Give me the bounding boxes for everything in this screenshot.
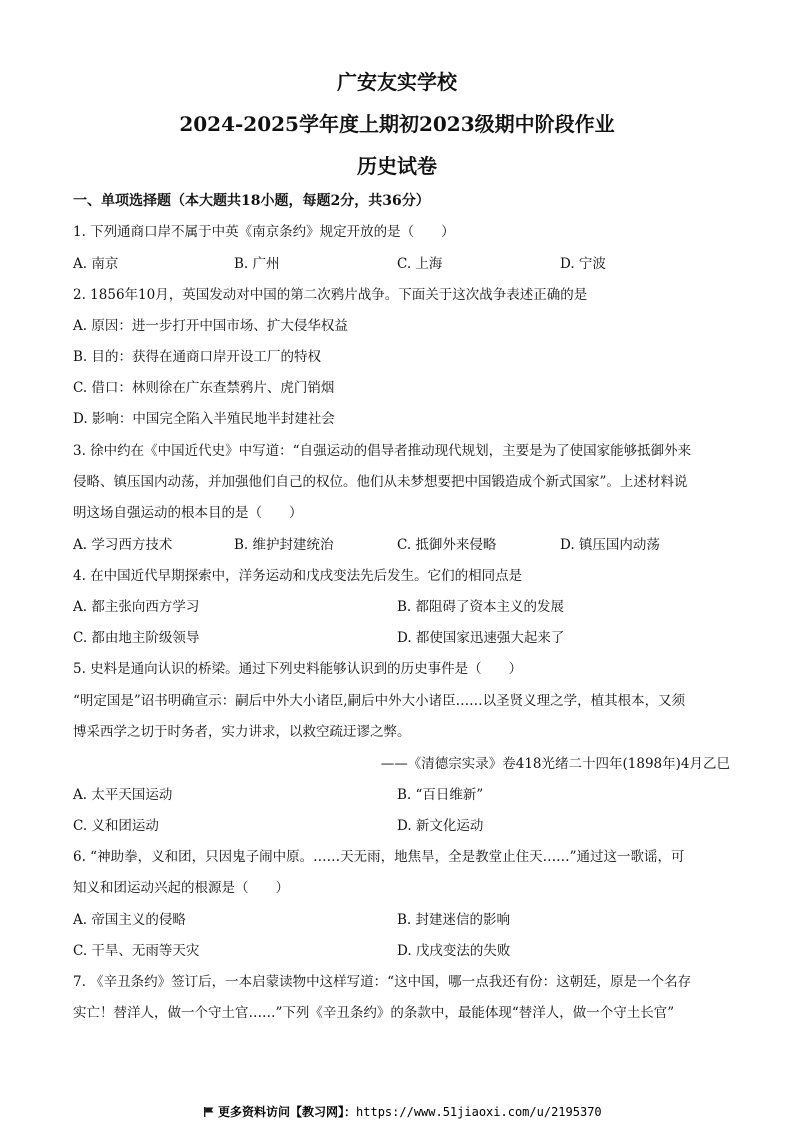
school-name: 广安友实学校	[337, 70, 457, 94]
footer-prefix: 更多资料访问【教习网】：	[218, 1105, 357, 1119]
question-4-stem: 4. 在中国近代早期探索中，洋务运动和戊戌变法先后发生。它们的相同点是	[73, 568, 523, 584]
question-3-stem-line-1: 3. 徐中约在《中国近代史》中写道：“自强运动的倡导者推动现代规划，主要是为了使国家能够抵御外来	[73, 443, 692, 459]
question-7-stem-line-2: 实亡！替洋人，做一个守土官……”下列《辛丑条约》的条款中，最能体现“替洋人，做一个守土长官”	[73, 1005, 675, 1021]
footer-url[interactable]: https://www.51jiaoxi.com/u/2195370	[356, 1105, 602, 1119]
q3-option-b: B. 维护封建统治	[234, 537, 334, 553]
subject-title: 历史试卷	[357, 154, 437, 178]
q2-option-a: A. 原因：进一步打开中国市场、扩大侵华权益	[73, 318, 348, 334]
flag-icon	[204, 1107, 214, 1117]
q3-option-a: A. 学习西方技术	[73, 537, 173, 553]
question-3-stem-line-3: 明这场自强运动的根本目的是（ ）	[73, 505, 303, 521]
q5-quote-line-1: “明定国是”诏书明确宣示：嗣后中外大小诸臣,嗣后中外大小诸臣……以圣贤义理之学，植其根本，又须	[73, 693, 686, 709]
question-1-stem: 1. 下列通商口岸不属于中英《南京条约》规定开放的是（ ）	[73, 224, 455, 240]
q5-option-a: A. 太平天国运动	[73, 787, 173, 803]
q1-option-d: D. 宁波	[560, 256, 606, 272]
q1-option-b: B. 广州	[234, 256, 280, 272]
question-7-stem-line-1: 7. 《辛丑条约》签订后，一本启蒙读物中这样写道：“这中国，哪一点我还有份：这朝廷，原是一个名存	[73, 974, 692, 990]
q4-option-a: A. 都主张向西方学习	[73, 599, 200, 615]
q1-option-a: A. 南京	[73, 256, 119, 272]
q4-option-d: D. 都使国家迅速强大起来了	[397, 630, 565, 646]
q5-option-b: B. “百日维新”	[397, 787, 484, 803]
q2-option-b: B. 目的：获得在通商口岸开设工厂的特权	[73, 349, 322, 365]
exam-title: 2024-2025学年度上期初2023级期中阶段作业	[179, 112, 615, 136]
q2-option-c: C. 借口：林则徐在广东查禁鸦片、虎门销烟	[73, 380, 335, 396]
q6-option-b: B. 封建迷信的影响	[397, 912, 511, 928]
q6-option-c: C. 干旱、无雨等天灾	[73, 943, 200, 959]
q6-option-a: A. 帝国主义的侵略	[73, 912, 186, 928]
q2-option-d: D. 影响：中国完全陷入半殖民地半封建社会	[73, 411, 335, 427]
q1-option-c: C. 上海	[397, 256, 443, 272]
q5-option-c: C. 义和团运动	[73, 818, 159, 834]
q4-option-c: C. 都由地主阶级领导	[73, 630, 200, 646]
q3-option-d: D. 镇压国内动荡	[560, 537, 660, 553]
section-heading: 一、单项选择题（本大题共18小题，每题2分，共36分）	[73, 193, 430, 209]
footer-link[interactable]	[204, 1104, 602, 1120]
q5-quote-line-2: 博采西学之切于时务者，实力讲求，以救空疏迂谬之弊。	[73, 724, 411, 740]
question-3-stem-line-2: 侵略、镇压国内动荡，并加强他们自己的权位。他们从未梦想要把中国锻造成个新式国家”。上述材料说	[73, 474, 688, 490]
q4-option-b: B. 都阻碍了资本主义的发展	[397, 599, 565, 615]
q3-option-c: C. 抵御外来侵略	[397, 537, 497, 553]
question-6-stem-line-1: 6. “神助拳，义和团，只因鬼子闹中原。……天无雨，地焦旱，全是教堂止住天……”通过这一歌谣，可	[73, 849, 685, 865]
question-6-stem-line-2: 知义和团运动兴起的根源是（ ）	[73, 880, 289, 896]
q5-quote-source: ——《清德宗实录》卷418光绪二十四年(1898年)4月乙巳	[380, 756, 730, 772]
question-2-stem: 2. 1856年10月，英国发动对中国的第二次鸦片战争。下面关于这次战争表述正确的是	[73, 287, 588, 303]
question-5-stem: 5. 史料是通向认识的桥梁。通过下列史料能够认识到的历史事件是（ ）	[73, 661, 523, 677]
q5-option-d: D. 新文化运动	[397, 818, 484, 834]
q6-option-d: D. 戊戌变法的失败	[397, 943, 511, 959]
